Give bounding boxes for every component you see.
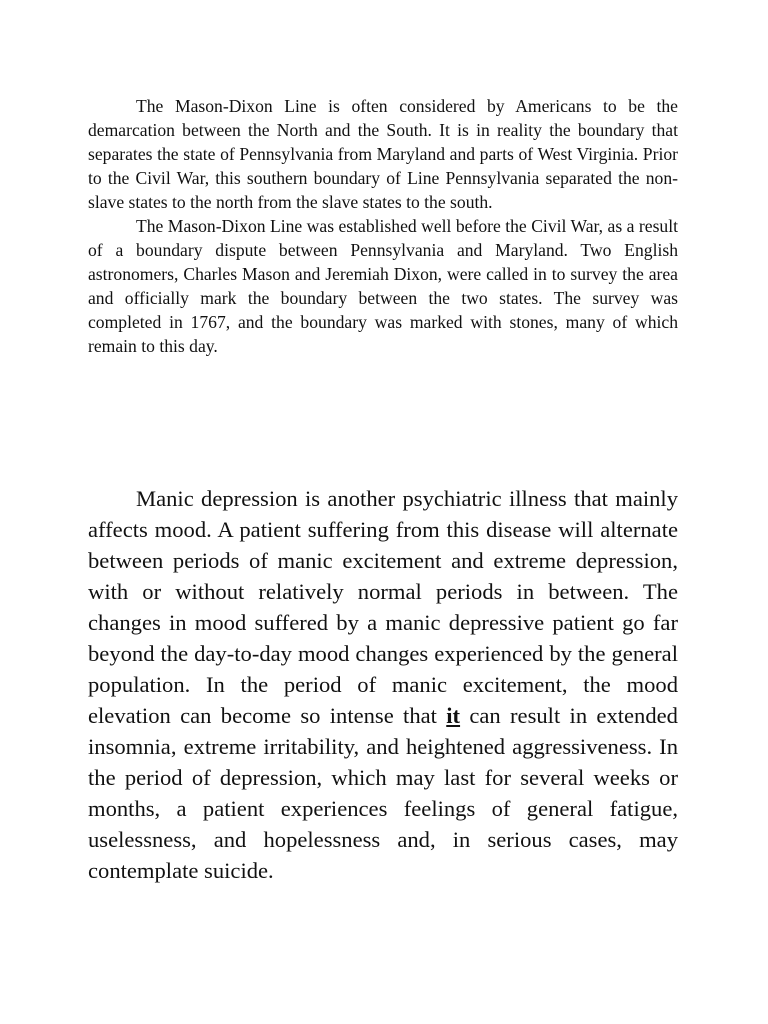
manic-depression-passage (88, 483, 678, 886)
passage-2-text-before: Manic depression is another psychiatric illness that mainly affects mood. A patient suffering from this disease will alternate between periods of manic excitement and extreme depression, with or without relatively normal periods in between. The changes in mood suffered by a manic depressive patient go far beyond the day-to-day mood changes experienced by the general population. In the period of manic excitement, the mood elevation can become so intense that (88, 486, 678, 728)
passage-2-text-after: can result in extended insomnia, extreme irritability, and heightened aggressiveness. In the period of depression, which may last for several weeks or months, a patient experiences feelings of general fatigue, uselessness, and hopelessness and, in serious cases, may contemplate suicide. (88, 703, 678, 883)
emphasized-word: it (446, 703, 461, 728)
passage-1-paragraph-2: The Mason-Dixon Line was established well before the Civil War, as a result of a boundary dispute between Pennsylvania and Maryland. Two English astronomers, Charles Mason and Jeremiah Dixon, were called in to survey the area and officially mark the boundary between the two states. The survey was completed in 1767, and the boundary was marked with stones, many of which remain to this day. (88, 216, 678, 356)
passage-2-paragraph (88, 483, 678, 886)
mason-dixon-passage (88, 94, 678, 358)
passage-1-paragraph-1: The Mason-Dixon Line is often considered by Americans to be the demarcation between the North and the South. It is in reality the boundary that separates the state of Pennsylvania from Maryland and parts of West Virginia. Prior to the Civil War, this southern boundary of Line Pennsylvania separated the non-slave states to the north from the slave states to the south. (88, 96, 678, 212)
